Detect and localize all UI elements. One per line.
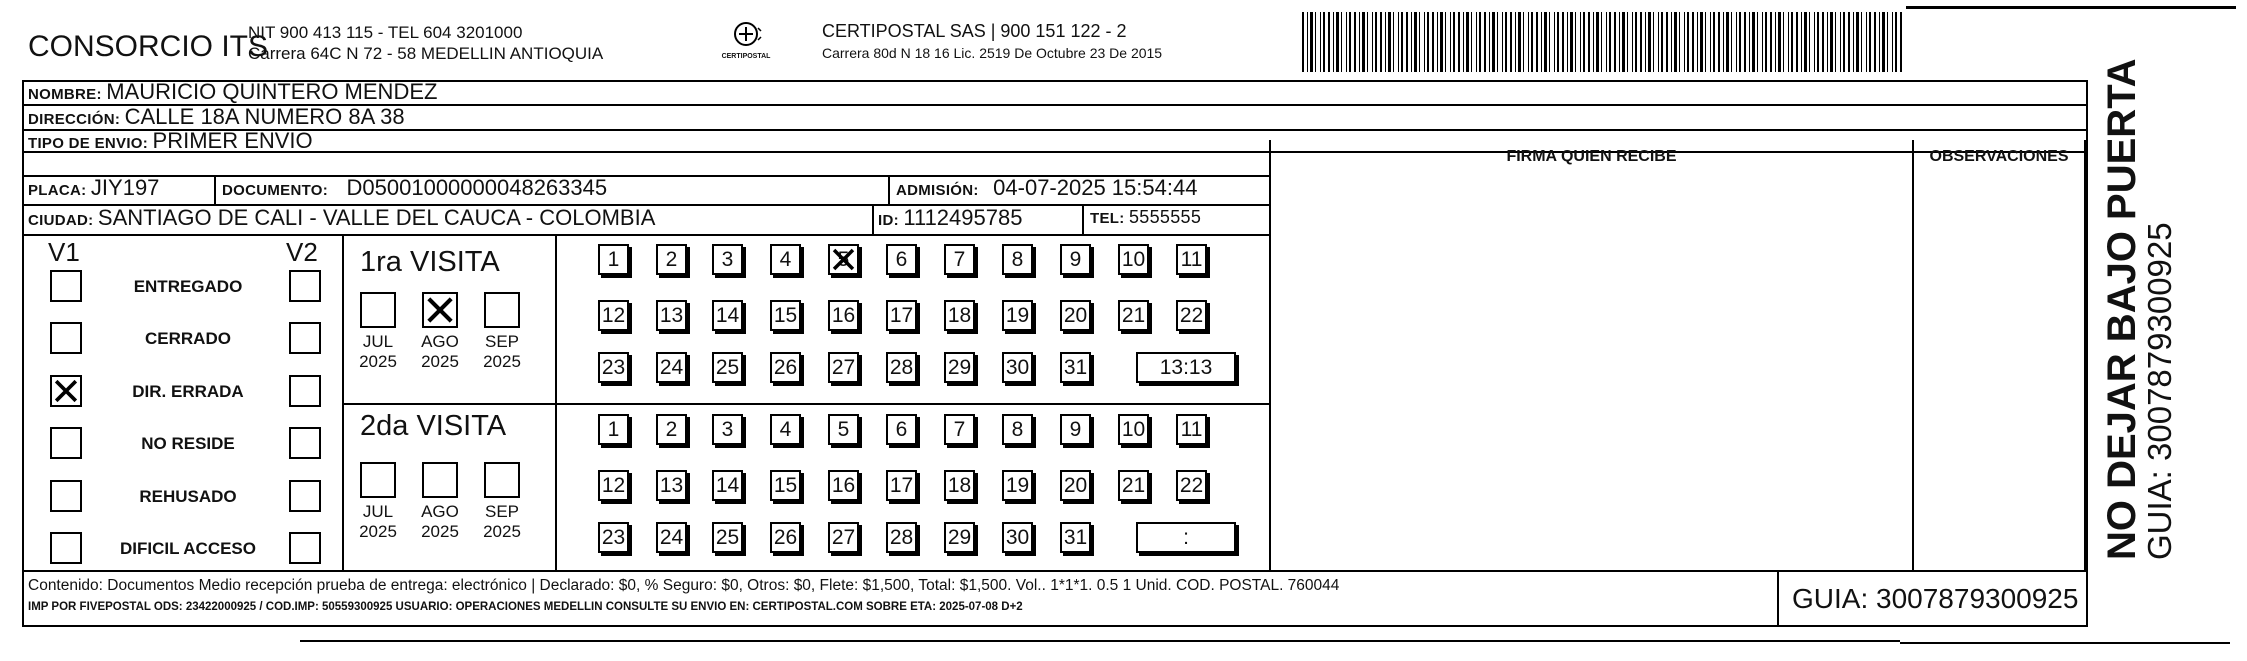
day-box[interactable]: 17 xyxy=(886,470,917,501)
month-checkbox[interactable] xyxy=(484,292,520,328)
month-checkbox[interactable] xyxy=(422,292,458,328)
day-box[interactable]: 25 xyxy=(712,522,743,553)
divider xyxy=(214,175,216,204)
side-guide-number: GUIA: 3007879300925 xyxy=(2141,222,2178,560)
day-box[interactable]: 17 xyxy=(886,300,917,331)
month-name: AGO xyxy=(421,332,459,351)
day-box[interactable]: 7 xyxy=(944,244,975,275)
day-box[interactable]: 29 xyxy=(944,522,975,553)
month-name: SEP xyxy=(484,332,520,351)
admission-value: 04-07-2025 15:54:44 xyxy=(993,175,1198,200)
day-box[interactable]: 20 xyxy=(1060,300,1091,331)
month-year: 2025 xyxy=(359,352,397,371)
phone-value: 5555555 xyxy=(1128,207,1202,227)
v1-header: V1 xyxy=(48,237,80,267)
day-box[interactable]: 23 xyxy=(598,352,629,383)
x-mark-icon xyxy=(424,294,456,326)
day-box[interactable]: 2 xyxy=(656,414,687,445)
day-box[interactable]: 14 xyxy=(712,300,743,331)
certipostal-line: CERTIPOSTAL SAS | 900 151 122 - 2 xyxy=(822,21,1127,41)
scan-edge-line xyxy=(1900,642,2230,644)
plate-field: PLACA: JIY197 xyxy=(28,175,160,200)
status-label: ENTREGADO xyxy=(133,277,243,296)
day-box[interactable]: 31 xyxy=(1060,352,1091,383)
day-box[interactable]: 6 xyxy=(886,414,917,445)
day-box[interactable]: 13 xyxy=(656,470,687,501)
day-box[interactable]: 1 xyxy=(598,244,629,275)
v2-checkbox[interactable] xyxy=(289,375,321,407)
day-box[interactable]: 16 xyxy=(828,300,859,331)
x-mark-icon xyxy=(52,377,80,405)
recipient-name-field: NOMBRE: MAURICIO QUINTERO MENDEZ xyxy=(28,79,438,104)
day-box[interactable]: 31 xyxy=(1060,522,1091,553)
side-warning: NO DEJAR BAJO PUERTA xyxy=(2100,58,2144,560)
day-box[interactable]: 28 xyxy=(886,522,917,553)
day-box[interactable]: 22 xyxy=(1176,300,1207,331)
day-box[interactable]: 21 xyxy=(1118,300,1149,331)
visit2-title: 2da VISITA xyxy=(360,410,507,442)
city-value: SANTIAGO DE CALI - VALLE DEL CAUCA - COLOMBIA xyxy=(97,205,656,230)
shipment-type-value: PRIMER ENVIO xyxy=(152,128,313,153)
day-box[interactable]: 18 xyxy=(944,470,975,501)
day-box[interactable]: 5 xyxy=(828,414,859,445)
day-number: 5 xyxy=(837,248,850,271)
day-box[interactable]: 20 xyxy=(1060,470,1091,501)
month-label xyxy=(416,502,464,542)
certipostal-logo xyxy=(706,20,786,70)
day-box[interactable]: 10 xyxy=(1118,244,1149,275)
logo-icon xyxy=(729,20,763,50)
v2-checkbox[interactable] xyxy=(289,427,321,459)
month-name: JUL xyxy=(362,332,394,351)
nit-line: NIT 900 413 115 - TEL 604 3201000 xyxy=(248,23,523,42)
visit1-title: 1ra VISITA xyxy=(360,246,500,278)
v1-checkbox[interactable] xyxy=(50,270,82,302)
day-box[interactable]: 12 xyxy=(598,300,629,331)
status-label: CERRADO xyxy=(145,329,231,348)
month-checkbox[interactable] xyxy=(360,292,396,328)
scan-edge-line xyxy=(300,640,1900,642)
phone-field: TEL: 5555555 xyxy=(1090,207,1202,227)
day-box[interactable]: 30 xyxy=(1002,352,1033,383)
day-box[interactable]: 16 xyxy=(828,470,859,501)
v1-checkbox[interactable] xyxy=(50,480,82,512)
divider xyxy=(872,204,874,234)
id-value: 1112495785 xyxy=(903,205,1023,230)
status-label: NO RESIDE xyxy=(141,434,235,453)
admission-field: ADMISIÓN: 04-07-2025 15:54:44 xyxy=(896,175,1198,200)
side-vertical-text xyxy=(2102,40,2178,560)
v2-checkbox[interactable] xyxy=(289,270,321,302)
observations-column-header: OBSERVACIONES xyxy=(1929,148,2069,165)
address-field: DIRECCIÓN: CALLE 18A NUMERO 8A 38 xyxy=(28,104,405,129)
month-checkbox[interactable] xyxy=(360,462,396,498)
month-year: 2025 xyxy=(359,522,397,541)
divider xyxy=(1912,129,2088,131)
document-value: D05001000000048263345 xyxy=(346,175,608,200)
month-name: JUL xyxy=(362,502,394,521)
day-box[interactable]: 4 xyxy=(770,244,801,275)
divider xyxy=(1082,204,1084,234)
footer-print-line: IMP POR FIVEPOSTAL ODS: 23422000925 / COD.IMP: 50559300925 USUARIO: OPERACIONES MEDELLIN CONSULTE SU ENVIO EN: CERTIPOSTAL.COM SOBRE ETA: 2025-07-08 D+2 xyxy=(28,601,1023,613)
day-box[interactable]: 8 xyxy=(1002,414,1033,445)
month-label xyxy=(478,502,526,542)
divider xyxy=(888,175,890,204)
divider xyxy=(1912,140,1914,570)
status-label: REHUSADO xyxy=(139,487,237,506)
day-box[interactable]: 15 xyxy=(770,300,801,331)
day-box[interactable]: 4 xyxy=(770,414,801,445)
day-box[interactable]: 10 xyxy=(1118,414,1149,445)
month-label xyxy=(354,332,402,372)
recipient-name: MAURICIO QUINTERO MENDEZ xyxy=(106,79,438,104)
day-box[interactable]: 8 xyxy=(1002,244,1033,275)
day-box[interactable]: 3 xyxy=(712,244,743,275)
v2-checkbox[interactable] xyxy=(289,322,321,354)
day-box[interactable]: 28 xyxy=(886,352,917,383)
x-mark-icon xyxy=(830,246,857,273)
company-address: Carrera 64C N 72 - 58 MEDELLIN ANTIOQUIA xyxy=(248,44,604,63)
month-year: 2025 xyxy=(483,352,521,371)
day-box[interactable]: 6 xyxy=(886,244,917,275)
day-box[interactable]: 12 xyxy=(598,470,629,501)
day-box[interactable]: 21 xyxy=(1118,470,1149,501)
day-box[interactable]: 24 xyxy=(656,352,687,383)
time-box[interactable]: 13:13 xyxy=(1136,352,1236,383)
day-box[interactable]: 7 xyxy=(944,414,975,445)
day-box[interactable]: 9 xyxy=(1060,414,1091,445)
shipment-type-field: TIPO DE ENVIO: PRIMER ENVIO xyxy=(28,128,313,153)
day-box[interactable]: 13 xyxy=(656,300,687,331)
day-box[interactable]: 24 xyxy=(656,522,687,553)
day-box[interactable]: 26 xyxy=(770,352,801,383)
day-box[interactable]: 26 xyxy=(770,522,801,553)
certipostal-info xyxy=(822,20,1162,64)
footer-content-line: Contenido: Documentos Medio recepción prueba de entrega: electrónico | Declarado: $0, % Seguro: $0, Otros: $0, Flete: $1,500, Total: $1,500. Vol.. 1*1*1. 0.5 1 Unid. COD. POSTAL. 760044 xyxy=(28,577,1340,594)
day-box[interactable]: 23 xyxy=(598,522,629,553)
signature-column-header: FIRMA QUIEN RECIBE xyxy=(1506,148,1677,165)
divider xyxy=(555,234,557,570)
day-box[interactable]: 30 xyxy=(1002,522,1033,553)
day-box[interactable]: 14 xyxy=(712,470,743,501)
day-box[interactable]: 11 xyxy=(1176,414,1207,445)
v1-checkbox[interactable] xyxy=(50,532,82,564)
status-label: DIR. ERRADA xyxy=(132,382,244,401)
divider xyxy=(2084,140,2086,570)
day-box[interactable]: 3 xyxy=(712,414,743,445)
day-box[interactable]: 1 xyxy=(598,414,629,445)
month-label xyxy=(354,502,402,542)
day-box[interactable]: 27 xyxy=(828,352,859,383)
day-box[interactable]: 29 xyxy=(944,352,975,383)
month-name: AGO xyxy=(421,502,459,521)
v1-checkbox[interactable] xyxy=(50,375,82,407)
month-name: SEP xyxy=(484,502,520,521)
day-box[interactable]: 25 xyxy=(712,352,743,383)
company-name: CONSORCIO ITS xyxy=(28,30,269,63)
day-box[interactable]: 2 xyxy=(656,244,687,275)
company-info xyxy=(248,22,603,64)
barcode xyxy=(1302,12,1902,72)
month-year: 2025 xyxy=(421,522,459,541)
city-field: CIUDAD: SANTIAGO DE CALI - VALLE DEL CAUCA - COLOMBIA xyxy=(28,205,656,230)
v2-checkbox[interactable] xyxy=(289,480,321,512)
day-box[interactable]: 19 xyxy=(1002,300,1033,331)
month-checkbox[interactable] xyxy=(422,462,458,498)
day-box[interactable]: 27 xyxy=(828,522,859,553)
divider xyxy=(1269,140,1271,570)
divider xyxy=(22,234,1269,236)
v1-checkbox[interactable] xyxy=(50,322,82,354)
certipostal-address: Carrera 80d N 18 16 Lic. 2519 De Octubre 23 De 2015 xyxy=(822,45,1163,61)
month-label xyxy=(416,332,464,372)
day-box[interactable]: 9 xyxy=(1060,244,1091,275)
footer-guide-number: GUIA: 3007879300925 xyxy=(1792,583,2079,614)
divider xyxy=(342,234,344,570)
day-box[interactable]: 22 xyxy=(1176,470,1207,501)
plate-value: JIY197 xyxy=(90,175,160,200)
day-box[interactable]: 11 xyxy=(1176,244,1207,275)
status-label: DIFICIL ACCESO xyxy=(119,539,256,558)
scan-edge-line xyxy=(1906,6,2236,9)
address-value: CALLE 18A NUMERO 8A 38 xyxy=(124,104,405,129)
month-label xyxy=(478,332,526,372)
day-box[interactable] xyxy=(828,244,859,275)
v2-checkbox[interactable] xyxy=(289,532,321,564)
day-box[interactable]: 19 xyxy=(1002,470,1033,501)
v2-header: V2 xyxy=(286,237,318,267)
logo-text: CERTIPOSTAL xyxy=(721,53,771,60)
month-checkbox[interactable] xyxy=(484,462,520,498)
day-box[interactable]: 15 xyxy=(770,470,801,501)
time-box[interactable]: : xyxy=(1136,522,1236,553)
id-field: ID: 1112495785 xyxy=(878,205,1023,230)
document-field: DOCUMENTO: D05001000000048263345 xyxy=(222,175,608,200)
divider xyxy=(342,403,1269,405)
day-box[interactable]: 18 xyxy=(944,300,975,331)
month-year: 2025 xyxy=(483,522,521,541)
divider xyxy=(1777,570,1779,627)
v1-checkbox[interactable] xyxy=(50,427,82,459)
month-year: 2025 xyxy=(421,352,459,371)
